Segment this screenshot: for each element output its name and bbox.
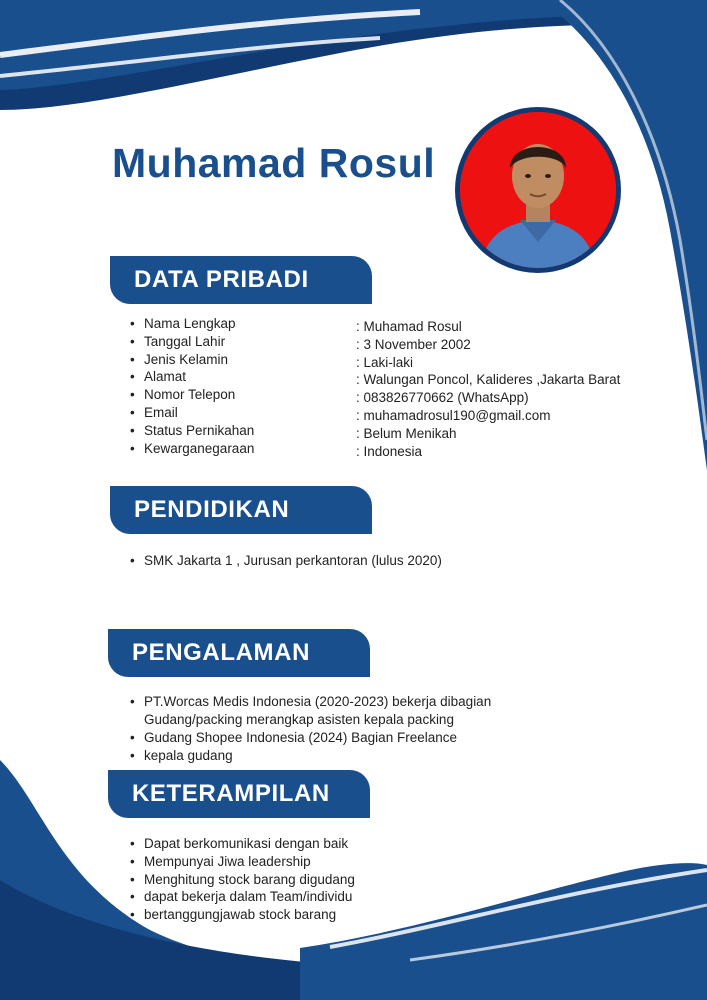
candidate-name: Muhamad Rosul — [112, 140, 436, 186]
section-education — [110, 486, 372, 534]
skill-item: • Mempunyai Jiwa leadership — [130, 853, 355, 871]
education-list — [130, 552, 442, 570]
bottom-wave-right — [300, 863, 707, 1000]
section-personal-title: DATA PRIBADI — [134, 266, 309, 293]
value-full-name: : Muhamad Rosul — [356, 319, 462, 334]
section-skills-title: KETERAMPILAN — [132, 780, 330, 807]
skill-item: • Dapat berkomunikasi dengan baik — [130, 835, 355, 853]
label-birth-date: • Tanggal Lahir — [130, 333, 254, 351]
personal-values — [356, 318, 620, 460]
experience-item: • PT.Worcas Medis Indonesia (2020-2023) bekerja dibagian Gudang/packing merangkap asisten kepala packing — [130, 693, 510, 729]
label-email: • Email — [130, 404, 254, 422]
value-address: : Walungan Poncol, Kalideres ,Jakarta Barat — [356, 372, 621, 388]
value-gender: : Laki-laki — [356, 354, 414, 370]
label-nationality: • Kewarganegaraan — [130, 440, 254, 458]
section-experience-title: PENGALAMAN — [132, 639, 310, 666]
experience-item: • Gudang Shopee Indonesia (2024) Bagian Freelance — [130, 729, 510, 747]
skill-item: • dapat bekerja dalam Team/individu — [130, 888, 355, 906]
section-experience — [108, 629, 370, 677]
education-item: • SMK Jakarta 1 , Jurusan perkantoran (lulus 2020) — [130, 552, 442, 570]
label-full-name: • Nama Lengkap — [130, 315, 254, 333]
experience-list — [130, 693, 510, 765]
label-marital-status: • Status Pernikahan — [130, 422, 254, 440]
personal-labels — [130, 315, 254, 457]
section-education-title: PENDIDIKAN — [134, 496, 290, 523]
value-marital-status: : Belum Menikah — [356, 425, 457, 441]
experience-item: • kepala gudang — [130, 747, 510, 765]
value-phone: : 083826770662 (WhatsApp) — [356, 390, 529, 406]
section-personal-data — [110, 256, 372, 304]
skill-item: • bertanggungjawab stock barang — [130, 906, 355, 924]
skill-item: • Menghitung stock barang digudang — [130, 871, 355, 889]
skills-list — [130, 835, 355, 924]
label-address: • Alamat — [130, 368, 254, 386]
label-phone: • Nomor Telepon — [130, 386, 254, 404]
section-skills — [108, 770, 370, 818]
value-email: : muhamadrosul190@gmail.com — [356, 407, 551, 423]
label-gender: • Jenis Kelamin — [130, 351, 254, 369]
profile-photo — [455, 107, 621, 273]
value-birth-date: : 3 November 2002 — [356, 336, 471, 352]
value-nationality: : Indonesia — [356, 443, 423, 459]
